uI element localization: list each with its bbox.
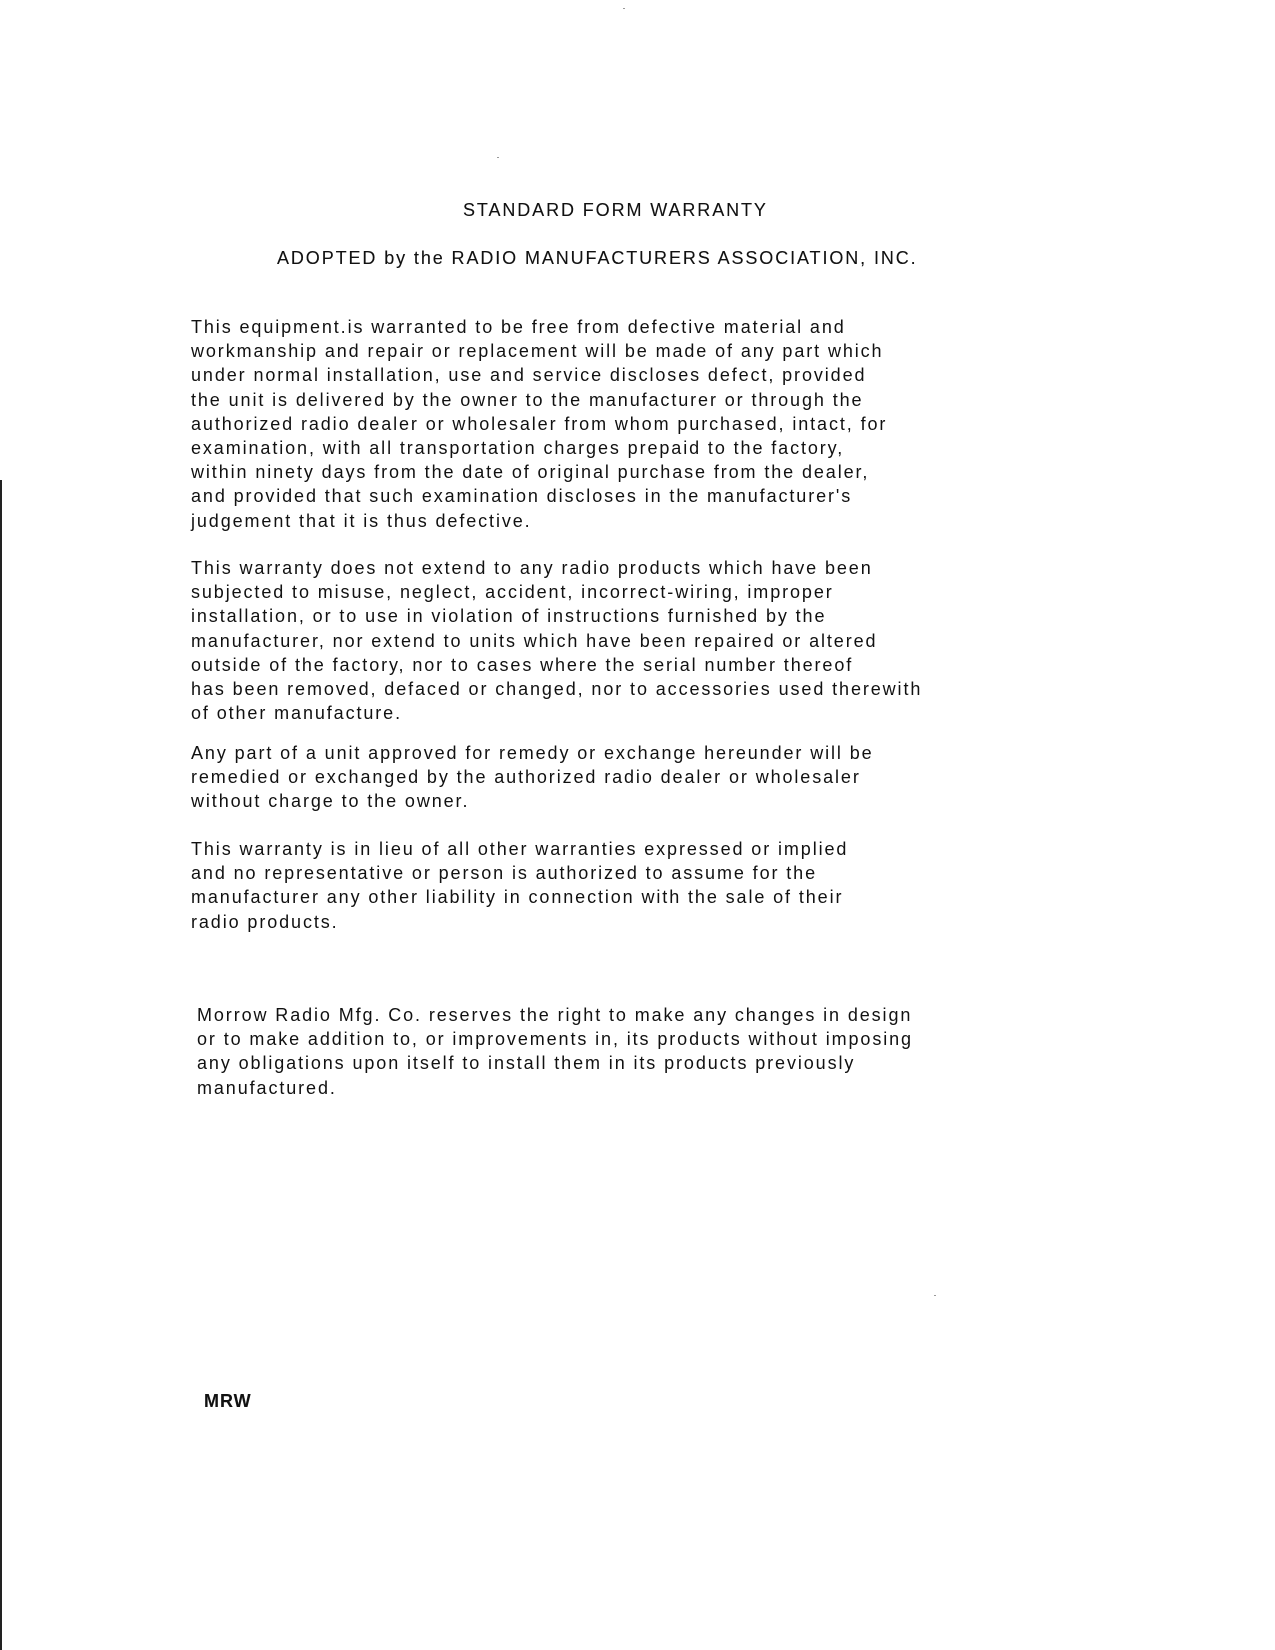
scan-edge-line [0,480,2,1650]
text-line: Morrow Radio Mfg. Co. reserves the right to make any changes in design [197,1005,913,1025]
text-line: This warranty is in lieu of all other warranties expressed or implied [191,839,849,859]
text-line: authorized radio dealer or wholesaler from whom purchased, intact, for [191,413,888,434]
document-subtitle: ADOPTED by the RADIO MANUFACTURERS ASSOCIATION, INC. [277,248,918,268]
text-line: or to make addition to, or improvements in, its products without imposing [197,1029,913,1050]
text-line: manufacturer any other liability in connection with the sale of their [191,887,844,908]
paragraph-warranty-terms [191,315,887,533]
text-line: installation, or to use in violation of instructions furnished by the [191,606,827,627]
scan-speck [934,1295,936,1296]
text-line: of other manufacture. [191,703,402,724]
text-line: within ninety days from the date of original purchase from the dealer, [191,462,870,483]
footer-code: MRW [204,1391,252,1411]
scan-speck [623,8,625,9]
text-line: subjected to misuse, neglect, accident, incorrect-wiring, improper [191,582,834,603]
text-line: outside of the factory, nor to cases where the serial number thereof [191,654,854,675]
text-line: and no representative or person is authorized to assume for the [191,863,817,884]
text-line: remedied or exchanged by the authorized radio dealer or wholesaler [191,767,861,788]
text-line: judgement that it is thus defective. [191,510,532,531]
text-line: the unit is delivered by the owner to the manufacturer or through the [191,389,864,410]
text-line: and provided that such examination discloses in the manufacturer's [191,486,853,507]
paragraph-design-changes [197,1003,913,1100]
text-line: without charge to the owner. [191,791,470,812]
text-line: has been removed, defaced or changed, nor to accessories used therewith [191,678,923,699]
text-line: Any part of a unit approved for remedy or exchange hereunder will be [191,743,874,763]
paragraph-remedy [191,741,874,814]
text-line: under normal installation, use and service discloses defect, provided [191,365,867,386]
paragraph-lieu-of-warranties [191,837,848,934]
text-line: any obligations upon itself to install them in its products previously [197,1053,856,1074]
text-line: workmanship and repair or replacement will be made of any part which [191,341,884,362]
paragraph-exclusions [191,556,922,725]
text-line: This equipment.is warranted to be free from defective material and [191,317,846,337]
text-line: examination, with all transportation charges prepaid to the factory, [191,437,845,458]
scan-speck [497,157,499,158]
text-line: radio products. [191,911,339,932]
text-line: manufacturer, nor extend to units which have been repaired or altered [191,630,878,651]
text-line: This warranty does not extend to any radio products which have been [191,558,873,578]
document-title: STANDARD FORM WARRANTY [463,200,768,220]
text-line: manufactured. [197,1077,337,1098]
